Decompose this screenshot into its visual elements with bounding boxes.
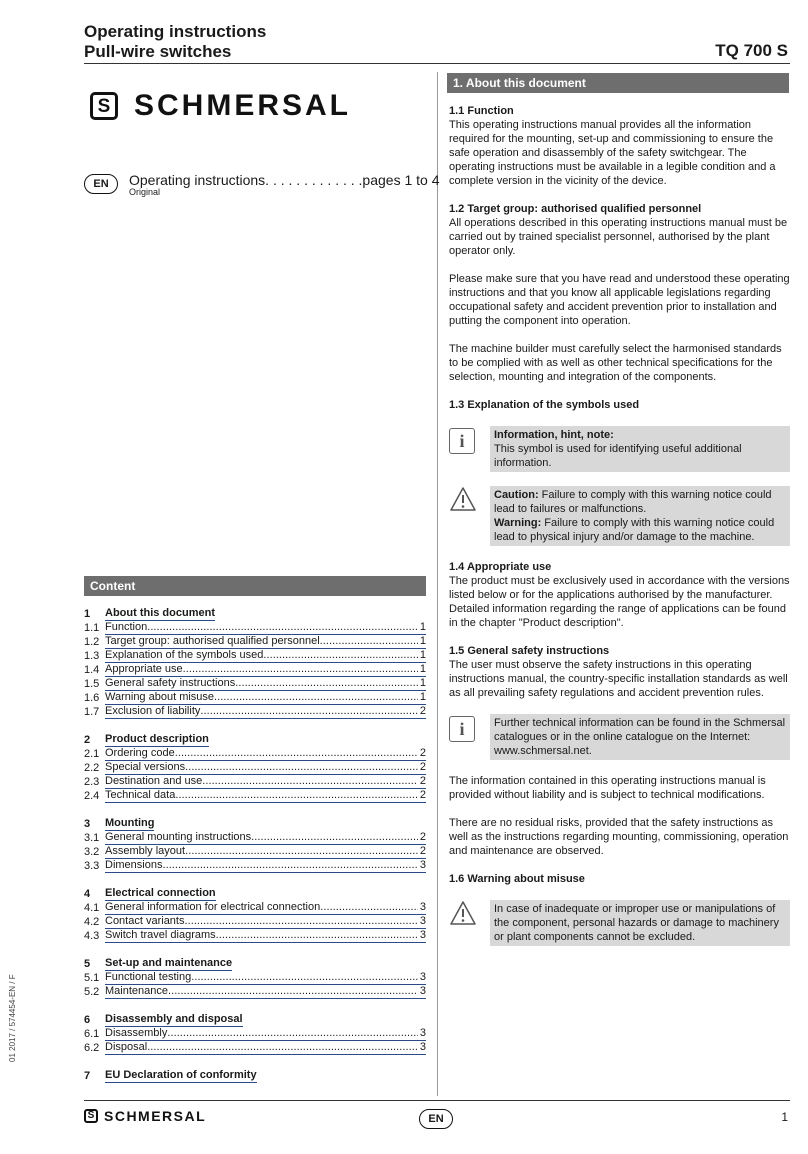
toc-entry-number: 1.1 [84,622,100,634]
toc-entry-page: 1 [419,635,426,647]
toc-entry-number: 2.3 [84,776,100,788]
toc-entry[interactable] [84,831,426,845]
document-title [84,22,266,62]
toc-leader-dots [185,761,418,774]
toc-entry[interactable] [84,761,426,775]
toc-leader-dots [320,901,418,914]
toc-entry-page: 3 [419,971,426,983]
toc-entry-label: Appropriate use [105,663,183,675]
section-1-5-title: 1.5 General safety instructions [449,645,610,657]
toc-entry-page: 3 [419,901,426,913]
info-body: This symbol is used for identifying useful additional information. [494,443,742,469]
schmersal-logo-icon: S [84,1109,98,1123]
info-icon: i [449,428,475,454]
misuse-warning-text: In case of inadequate or improper use or manipulations of the component, personal hazards or damage to machinery or plant components cannot be excluded. [494,903,779,943]
toc-entry-number: 3.3 [84,860,100,872]
warning-text: Warning: Failure to comply with this warning notice could lead to physical injury and/or damage to the machine. [494,517,775,543]
schmersal-logo-icon: S [90,92,118,120]
toc-group [84,957,426,999]
toc-leader-dots [202,775,418,788]
toc-chapter-title: Electrical connection [105,887,216,899]
toc-group [84,887,426,943]
toc-entry-label: General mounting instructions [105,831,252,843]
toc-entry[interactable] [84,971,426,985]
toc-leader-dots [251,831,418,844]
toc-entry[interactable] [84,649,426,663]
toc-entry-page: 1 [419,649,426,661]
toc-leader-dots [191,971,418,984]
toc-entry-number: 6.2 [84,1042,100,1054]
document-code: 01 2017 / 574454-EN / F [8,974,17,1062]
toc-entry-page: 1 [419,691,426,703]
toc-entry-number: 1.2 [84,636,100,648]
toc-entry-number: 3.2 [84,846,100,858]
toc-entry-page: 1 [419,677,426,689]
section-1-2-body: All operations described in this operating instructions manual must be carried out by trained specialist personnel, authorised by the plant operator only. [449,217,788,257]
toc-chapter[interactable] [84,607,426,621]
section-1-2-title: 1.2 Target group: authorised qualified personnel [449,203,702,215]
toc-entry-label: Target group: authorised qualified personnel [105,635,320,647]
footer-language-badge: EN [419,1109,453,1129]
toc-chapter-number: 4 [84,888,91,900]
toc-entry[interactable] [84,747,426,761]
section-1-6-title: 1.6 Warning about misuse [449,873,585,885]
toc-entry[interactable] [84,915,426,929]
toc-entry-label: Maintenance [105,985,168,997]
toc-entry[interactable] [84,621,426,635]
info-callout [449,714,790,760]
toc-entry[interactable] [84,705,426,719]
page-number: 1 [781,1110,788,1124]
toc-entry[interactable] [84,929,426,943]
toc-entry-number: 4.1 [84,902,100,914]
title-line-1: Operating instructions [84,22,267,41]
toc-entry-page: 2 [419,761,426,773]
section-1-5-body: The user must observe the safety instructions in this operating instructions manual, the country-specific installation standards as well as all prevailing safety regulations and accident prevention rules. [449,659,788,699]
toc-leader-dots [320,635,418,648]
model-number: TQ 700 S [715,41,788,60]
toc-chapter-title: Disassembly and disposal [105,1013,243,1025]
section-1-3-title: 1.3 Explanation of the symbols used [449,399,640,411]
toc-entry[interactable] [84,985,426,999]
section-1-1-title: 1.1 Function [449,105,514,117]
warning-triangle-icon [449,486,477,512]
toc-entry[interactable] [84,663,426,677]
toc-chapter-title: EU Declaration of conformity [105,1069,257,1081]
toc-entry[interactable] [84,845,426,859]
toc-leader-dots [263,649,418,662]
toc-entry-number: 4.3 [84,930,100,942]
toc-entry-number: 6.1 [84,1028,100,1040]
logo-wordmark: SCHMERSAL [134,89,352,122]
toc-chapter-title: Product description [105,733,209,745]
language-original-note: Original [129,187,161,197]
toc-group [84,607,426,719]
toc-chapter[interactable] [84,733,426,747]
toc-entry-page: 3 [419,859,426,871]
warning-callout [449,486,790,546]
toc-leader-dots [168,985,418,998]
toc-entry-page: 2 [419,705,426,717]
toc-group [84,1069,426,1083]
info-callout [449,426,790,472]
toc-entry-page: 3 [419,929,426,941]
toc-chapter-title: Mounting [105,817,155,829]
toc-chapter-number: 7 [84,1070,91,1082]
toc-leader-dots [200,705,418,718]
toc-chapter[interactable] [84,817,426,831]
section-1-4-title: 1.4 Appropriate use [449,561,552,573]
toc-entry-label: Exclusion of liability [105,705,201,717]
toc-chapter-title: About this document [105,607,215,619]
toc-entry-label: General safety instructions [105,677,236,689]
toc-entry[interactable] [84,677,426,691]
toc-chapter-number: 2 [84,734,91,746]
toc-entry[interactable] [84,901,426,915]
toc-entry-number: 2.2 [84,762,100,774]
toc-entry-page: 2 [419,789,426,801]
column-divider [437,72,438,1096]
toc-chapter[interactable] [84,887,426,901]
footer-divider [84,1100,790,1101]
section-1-5-body: There are no residual risks, provided that the safety instructions as well as the instructions regarding mounting, commissioning, operation and maintenance are observed. [449,817,789,857]
toc-chapter[interactable] [84,1069,426,1083]
toc-entry-label: Technical data [105,789,176,801]
section-1-5-body: The information contained in this operating instructions manual is provided without liability and is subject to technical modifications. [449,775,766,801]
toc-chapter[interactable] [84,957,426,971]
toc-entry-label: Warning about misuse [105,691,215,703]
toc-entry-page: 1 [419,663,426,675]
schmersal-logo [90,89,351,123]
toc-entry-page: 3 [419,985,426,997]
toc-group [84,733,426,803]
toc-leader-dots [183,663,418,676]
toc-entry-label: Explanation of the symbols used [105,649,264,661]
warning-triangle-icon [449,900,477,926]
toc-leader-dots [147,621,418,634]
language-index [84,172,439,197]
toc-entry-number: 2.1 [84,748,100,760]
content-heading: Content [84,576,426,596]
header-divider [84,63,790,64]
toc-entry-page: 2 [419,747,426,759]
caution-text: Caution: Failure to comply with this warning notice could lead to failures or malfunctions. [494,489,772,515]
toc-entry-page: 3 [419,1027,426,1039]
toc-leader-dots [216,929,418,942]
section-1-4-body: The product must be exclusively used in accordance with the versions listed below or for the applications authorised by the manufacturer. Detailed information regarding the range of applications can be found in the chapter "Product description". [449,575,790,629]
toc-entry-label: Function [105,621,148,633]
toc-leader-dots [214,691,418,704]
toc-chapter[interactable] [84,1013,426,1027]
toc-leader-dots [175,747,418,760]
toc-chapter-number: 5 [84,958,91,970]
toc-leader-dots [162,859,418,872]
toc-entry-number: 5.1 [84,972,100,984]
toc-chapter-title: Set-up and maintenance [105,957,233,969]
toc-entry-label: Functional testing [105,971,192,983]
toc-entry[interactable] [84,691,426,705]
toc-entry-number: 4.2 [84,916,100,928]
toc-entry-page: 3 [419,915,426,927]
warning-callout [449,900,790,946]
toc-chapter-number: 6 [84,1014,91,1026]
toc-entry-page: 2 [419,845,426,857]
toc-leader-dots [147,1041,418,1054]
toc-entry-number: 3.1 [84,832,100,844]
info-icon: i [449,716,475,742]
toc-entry-label: General information for electrical connection [105,901,321,913]
toc-entry[interactable] [84,775,426,789]
toc-entry-page: 2 [419,831,426,843]
toc-entry-number: 1.7 [84,706,100,718]
title-line-2: Pull-wire switches [84,42,232,61]
toc-leader-dots [175,789,418,802]
toc-entry-label: Assembly layout [105,845,186,857]
footer-logo [84,1108,206,1124]
footer-wordmark: SCHMERSAL [104,1108,207,1124]
section-1-2-body: Please make sure that you have read and understood these operating instructions and that you know all applicable legislations regarding occupational safety and accident prevention prior to installation and putting the component into operation. [449,273,790,327]
toc-leader-dots [185,845,418,858]
toc-entry[interactable] [84,635,426,649]
language-badge: EN [84,174,118,194]
toc-leader-dots [235,677,418,690]
toc-entry-label: Special versions [105,761,186,773]
table-of-contents [84,607,426,1097]
toc-entry-label: Disassembly [105,1027,168,1039]
section-1-1-body: This operating instructions manual provides all the information required for the mounting, set-up and commissioning to ensure the safe operation and disassembly of the safety switchgear. The operating instructions must be available in a legible condition and a complete version in the vicinity of the device. [449,119,776,187]
info-body: Further technical information can be found in the Schmersal catalogues or in the online catalogue on the Internet: www.schmersal.net. [494,717,786,757]
info-title: Information, hint, note: [494,429,614,441]
toc-entry-page: 1 [419,621,426,633]
toc-entry[interactable] [84,1041,426,1055]
toc-entry-number: 1.6 [84,692,100,704]
toc-entry-page: 3 [419,1041,426,1053]
toc-entry-label: Disposal [105,1041,148,1053]
toc-entry-page: 2 [419,775,426,787]
toc-group [84,1013,426,1055]
toc-leader-dots [167,1027,418,1040]
toc-entry-number: 5.2 [84,986,100,998]
section-1-2-body: The machine builder must carefully select the harmonised standards to be complied with as well as other technical specifications for the selection, mounting and integration of the components. [449,343,782,383]
toc-chapter-number: 3 [84,818,91,830]
toc-entry-label: Switch travel diagrams [105,929,216,941]
toc-entry-label: Contact variants [105,915,185,927]
toc-entry[interactable] [84,859,426,873]
about-heading: 1. About this document [447,73,789,93]
toc-entry[interactable] [84,789,426,803]
toc-entry-number: 2.4 [84,790,100,802]
toc-entry[interactable] [84,1027,426,1041]
toc-chapter-number: 1 [84,608,91,620]
toc-entry-number: 1.4 [84,664,100,676]
language-entry[interactable]: Operating instructions. . . . . . . . . . . . .pages 1 to 4 [129,172,440,188]
toc-entry-number: 1.5 [84,678,100,690]
about-section [449,104,790,960]
toc-entry-label: Destination and use [105,775,203,787]
toc-entry-label: Ordering code [105,747,175,759]
toc-group [84,817,426,873]
toc-entry-label: Dimensions [105,859,163,871]
toc-entry-number: 1.3 [84,650,100,662]
toc-leader-dots [184,915,418,928]
